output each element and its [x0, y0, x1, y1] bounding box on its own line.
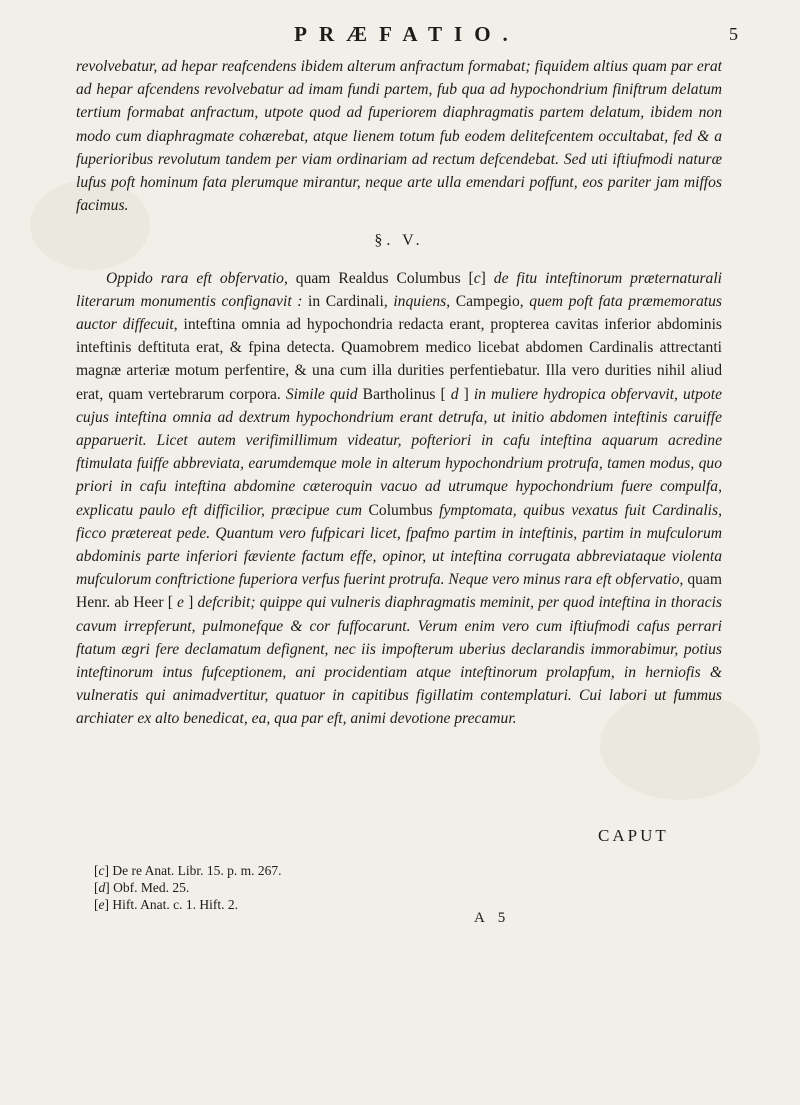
catchword: CAPUT	[598, 826, 669, 845]
running-title: PRÆFATIO.	[294, 22, 520, 46]
text-span: ]	[480, 269, 494, 287]
footnote-text: Obf. Med. 25.	[113, 880, 190, 895]
text-span: , ad hepar reafcendens ibidem alterum anfractum formabat; fiquidem altius quam par erat ad hepar afcendens revolvebatur ad imam fundi partem, fub qua ad hypochondrium finiftrum delatum tertium formabat anfractum, utpote quod ad fuperiorem diaphragmatis partem delatum, ibidem non modo cum diaphragmate cohærebat, atque lienem totum fub eodem delitefcentem occultabat, fed & a fuperioribus revolutum tandem per viam ordinariam ad rectum defcendebat. Sed uti iftiufmodi naturæ lufus poft hominum fata plerumque mirantur, neque arte ulla emendari poffunt, eos pariter jam miffos facimus.	[76, 58, 722, 215]
text-span: ]	[458, 385, 474, 403]
text-span: in Cardinali,	[302, 292, 394, 310]
footnote-text: De re Anat. Libr. 15. p. m. 267.	[112, 863, 282, 878]
footnote-ref: e	[177, 594, 184, 612]
text-span: , quam Henr. ab Heer [	[76, 571, 722, 612]
text-span: inquiens	[393, 292, 447, 310]
body-text	[76, 55, 722, 731]
text-span: , inteftina omnia ad hypochondria redacta erant, propterea cavitas inferior abdominis inteftinis deftituta erat, & fpina detecta. Quamobrem medico licebat abdomen Cardinalis attrectanti magnæ arteriæ motum perfentire, & una cum illa durities perfentiebatur. Illa vero durities nihil aliud erat, quam vertebrarum corpora.	[76, 316, 722, 403]
running-head	[0, 22, 800, 52]
text-span: Columbus	[361, 501, 440, 519]
text-span: in muliere hydropica obfervavit, utpote cujus inteftina omnia ad dextrum hypochondrium erant detrufa, ut initio abdomen inteftinis caruiffe apparuerit. Licet autem verifimillimum videatur, pofteriori in cafu inteftina aquarum acredine ftimulata fuiffe abbreviata, earumdemque mole in alterum hypochondrium protrufa, tamen modus, quo priori in cafu inteftina abdomine cæteroquin vacuo ad utrumque hypochondrium fuere compulfa, explicatu paulo eft difficilior, præcipue cum	[76, 385, 722, 519]
text-span: Bartholinus [	[357, 385, 451, 403]
footnote: [c] De re Anat. Libr. 15. p. m. 267.	[94, 863, 282, 878]
footnote-mark: e	[98, 897, 105, 912]
footnote-text: Hift. Anat. c. 1. Hift. 2.	[112, 897, 238, 912]
paragraph-1	[76, 55, 722, 217]
footnote: [e] Hift. Anat. c. 1. Hift. 2.	[94, 897, 238, 912]
section-heading: §. V.	[374, 232, 424, 250]
text-span: fymptomata, quibus vexatus fuit Cardinalis, ficco prætereat pede. Quantum vero fufpicari licet, fpafmo partim in inteftinis, partim in mufculorum abdominis parte inferiori fæviente factum effe, opinor, ut inteftina corrugata abbreviataque violenta mufculorum conftrictione fuperiora verfus fuerint protrufa. Neque vero minus rara eft obfervatio	[76, 501, 722, 589]
text-span: revolvebatur	[76, 58, 154, 75]
footnote-mark: d	[98, 880, 106, 895]
footnote: [d] Obf. Med. 25.	[94, 880, 190, 895]
footnote-ref: c	[473, 269, 481, 287]
footnote-mark: c	[98, 863, 105, 878]
footnotes	[94, 862, 654, 913]
text-span: Oppido rara eft obfervatio	[106, 269, 284, 287]
text-span: defcribit; quippe qui vulneris diaphragmatis meminit, per quod inteftina in thoracis cavum irrepferunt, pulmonefque & cor fuffocarunt. Verum enim vero cum iftiufmodi cafus perrari ftatum ægri fere declamatum defignent, nec iis impofterum uberius declarandis immorabimur, potius inteftinorum intus fufceptionem, ani procidentiam atque inteftinorum prolapfum, in herniofis & vulneratis qui animadvertitur, quatuor in capitibus figillatim contemplaturi. Cui labori ut fummus archiater ex alto benedicat, ea, qua par eft, animi devotione precamur.	[76, 594, 722, 728]
text-span: ]	[183, 594, 198, 612]
page-number: 5	[729, 24, 738, 44]
signature-mark: A 5	[474, 910, 511, 926]
text-span: , quam Realdus Columbus [	[283, 269, 474, 287]
text-span: Simile quid	[285, 385, 358, 403]
paragraph-2	[76, 267, 722, 731]
footnote-ref: d	[450, 385, 459, 403]
text-span: , Campegio,	[446, 292, 530, 310]
text-span: de fitu inteftinorum præternaturali literarum monumentis confignavit :	[76, 269, 723, 310]
text-span: quem poft fata præmemoratus auctor diffecuit	[76, 292, 722, 334]
